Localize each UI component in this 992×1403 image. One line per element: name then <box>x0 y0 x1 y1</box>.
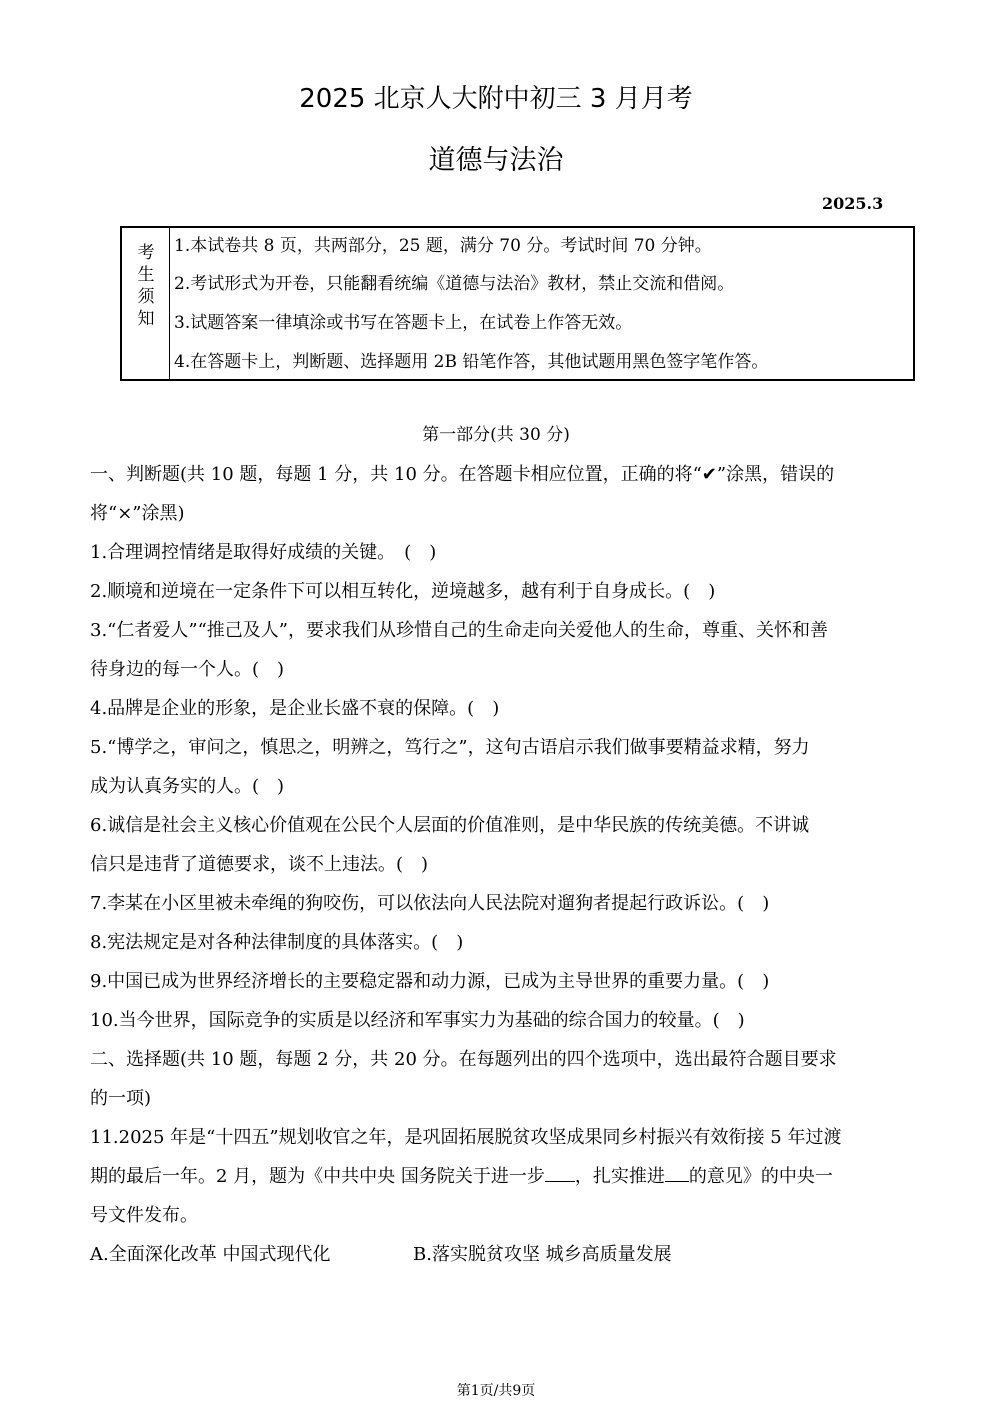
option-a: A.全面深化改革 中国式现代化 <box>90 1244 331 1265</box>
section-instruction: 的一项) <box>90 1088 152 1109</box>
judgment-question: 7.李某在小区里被未牵绳的狗咬伤，可以依法向人民法院对遛狗者提起行政诉讼。( ) <box>90 893 770 914</box>
stem-text: ，扎实推进 <box>574 1166 665 1187</box>
part-heading: 第一部分(共 30 分) <box>422 425 570 445</box>
notice-label: 考生须知 <box>137 243 155 329</box>
judgment-question: 9.中国已成为世界经济增长的主要稳定器和动力源，已成为主导世界的重要力量。( ) <box>90 971 770 992</box>
stem-text: 的意见》的中央一 <box>688 1166 833 1187</box>
fill-blank <box>665 1167 689 1182</box>
judgment-question: 4.品牌是企业的形象，是企业长盛不衰的保障。( ) <box>90 698 500 719</box>
question-11-stem <box>90 1162 833 1188</box>
question-11-stem: 号文件发布。 <box>90 1205 198 1226</box>
notice-item: 3.试题答案一律填涂或书写在答题卡上，在试卷上作答无效。 <box>174 313 633 333</box>
judgment-question: 成为认真务实的人。( ) <box>90 776 285 797</box>
judgment-question: 6.诚信是社会主义核心价值观在公民个人层面的价值准则，是中华民族的传统美德。不讲诚 <box>90 815 810 836</box>
question-11-stem: 11.2025 年是“十四五”规划收官之年，是巩固拓展脱贫攻坚成果同乡村振兴有效衔接 5 年过渡 <box>90 1127 842 1148</box>
notice-item: 1.本试卷共 8 页，共两部分，25 题，满分 70 分。考试时间 70 分钟。 <box>174 236 712 256</box>
judgment-question: 10.当今世界，国际竞争的实质是以经济和军事实力为基础的综合国力的较量。( ) <box>90 1010 745 1031</box>
section-instruction: 一、判断题(共 10 题，每题 1 分，共 10 分。在答题卡相应位置，正确的将“✔”涂黑，错误的 <box>90 464 835 485</box>
section-instruction: 二、选择题(共 10 题，每题 2 分，共 20 分。在每题列出的四个选项中，选出最符合题目要求 <box>90 1049 837 1070</box>
notice-label-cell <box>122 228 170 379</box>
stem-text: 期的最后一年。2 月，题为《中共中央 国务院关于进一步 <box>90 1166 545 1187</box>
notice-item: 2.考试形式为开卷，只能翻看统编《道德与法治》教材，禁止交流和借阅。 <box>174 274 735 294</box>
judgment-question: 3.“仁者爱人”“推己及人”，要求我们从珍惜自己的生命走向关爱他人的生命，尊重、关怀和善 <box>90 620 828 641</box>
judgment-question: 8.宪法规定是对各种法律制度的具体落实。( ) <box>90 932 464 953</box>
section-instruction: 将“×”涂黑) <box>90 503 185 524</box>
page-number: 第1页/共9页 <box>456 1383 536 1399</box>
option-b: B.落实脱贫攻坚 城乡高质量发展 <box>413 1244 672 1265</box>
fill-blank <box>545 1167 575 1182</box>
exam-title: 2025 北京人大附中初三 3 月月考 <box>299 84 693 114</box>
subject-title: 道德与法治 <box>428 145 564 176</box>
judgment-question: 5.“博学之，审问之，慎思之，明辨之，笃行之”，这句古语启示我们做事要精益求精，努力 <box>90 737 810 758</box>
notice-item: 4.在答题卡上，判断题、选择题用 2B 铅笔作答，其他试题用黑色签字笔作答。 <box>174 352 769 372</box>
judgment-question: 待身边的每一个人。( ) <box>90 659 285 680</box>
judgment-question: 2.顺境和逆境在一定条件下可以相互转化，逆境越多，越有利于自身成长。( ) <box>90 581 716 602</box>
exam-date: 2025.3 <box>822 194 884 213</box>
candidate-notice-box <box>120 226 915 381</box>
judgment-question: 信只是违背了道德要求，谈不上违法。( ) <box>90 854 429 875</box>
judgment-question: 1.合理调控情绪是取得好成绩的关键。 ( ) <box>90 542 437 563</box>
